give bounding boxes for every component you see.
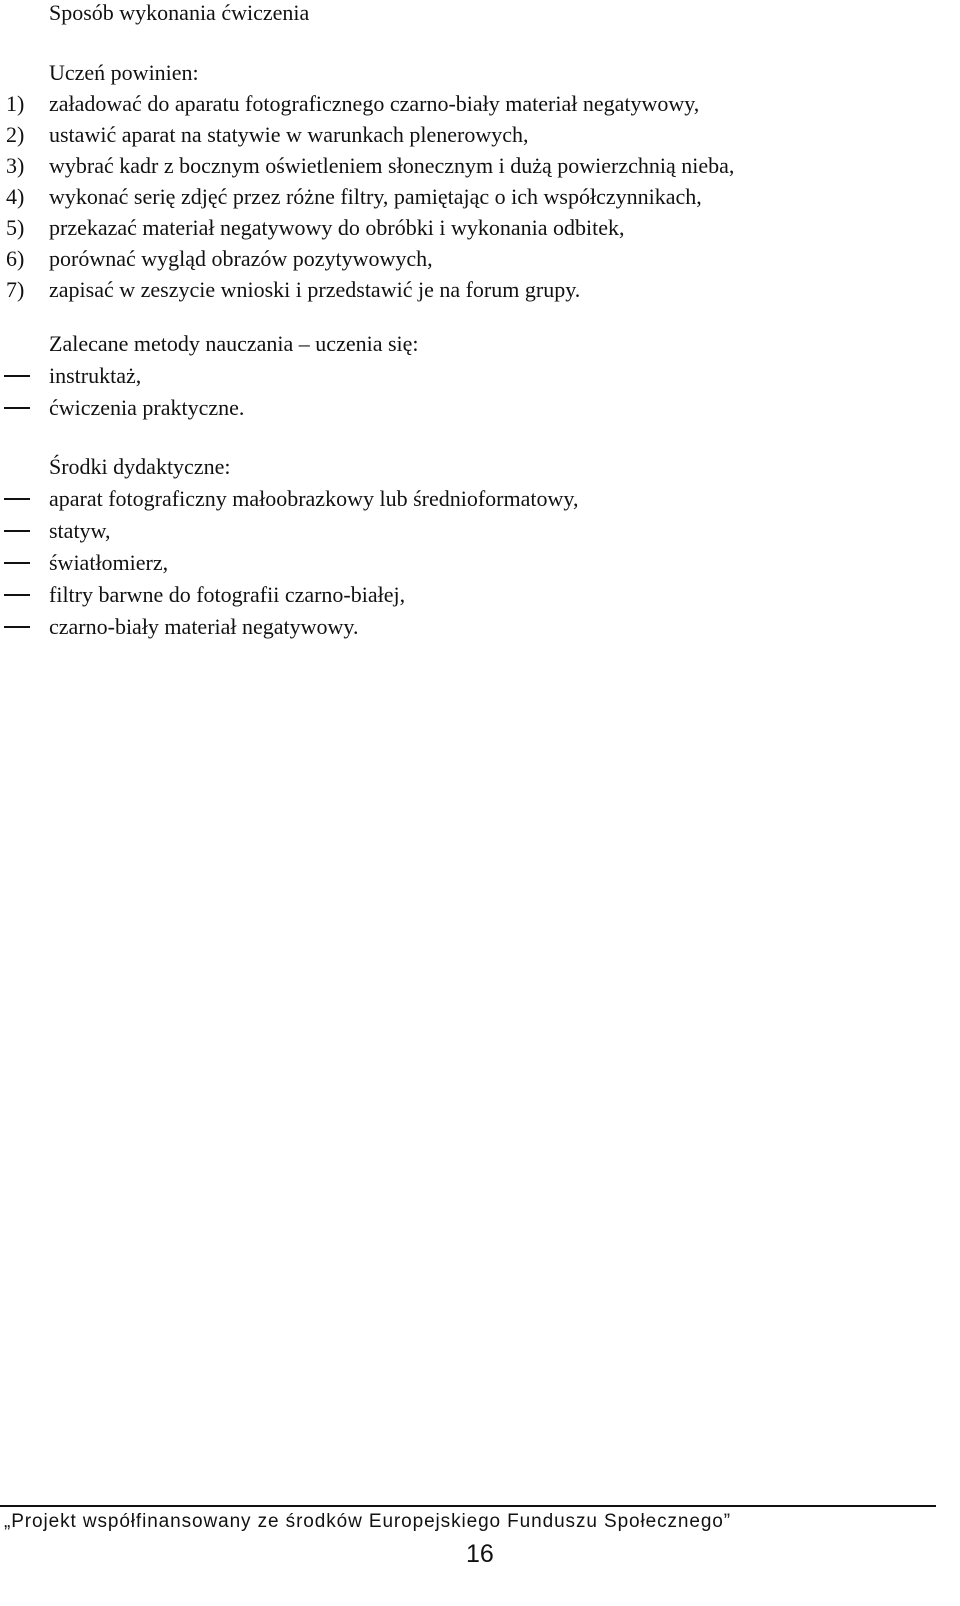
list-item xyxy=(0,274,960,305)
item-text: ustawić aparat na statywie w warunkach plenerowych, xyxy=(49,122,529,147)
list-item xyxy=(0,119,960,150)
resources-section xyxy=(0,451,960,643)
item-text: zapisać w zeszycie wnioski i przedstawić je na forum grupy. xyxy=(49,277,581,302)
footer-divider xyxy=(0,1505,936,1507)
item-text: ćwiczenia praktyczne. xyxy=(49,395,245,420)
item-text: światłomierz, xyxy=(49,550,169,575)
list-item xyxy=(0,181,960,212)
item-number: 6) xyxy=(6,246,25,271)
dash-bullet-icon xyxy=(4,594,30,596)
list-item xyxy=(0,88,960,119)
item-text: przekazać materiał negatywowy do obróbki i wykonania odbitek, xyxy=(49,215,625,240)
item-number: 4) xyxy=(6,184,25,209)
list-item xyxy=(0,360,960,392)
item-number: 5) xyxy=(6,215,25,240)
list-item xyxy=(0,515,960,547)
item-text: wykonać serię zdjęć przez różne filtry, pamiętając o ich współczynnikach, xyxy=(49,184,702,209)
heading-text: Sposób wykonania ćwiczenia xyxy=(49,0,310,25)
dash-bullet-icon xyxy=(4,626,30,628)
item-text: załadować do aparatu fotograficznego czarno-biały materiał negatywowy, xyxy=(49,91,700,116)
list-item xyxy=(0,483,960,515)
dash-bullet-icon xyxy=(4,562,30,564)
item-text: statyw, xyxy=(49,518,111,543)
item-text: filtry barwne do fotografii czarno-białej, xyxy=(49,582,406,607)
item-number: 7) xyxy=(6,277,25,302)
footer-text: „Projekt współfinansowany ze środków Europejskiego Funduszu Społecznego” xyxy=(4,1511,731,1532)
item-text: wybrać kadr z bocznym oświetleniem słonecznym i dużą powierzchnią nieba, xyxy=(49,153,735,178)
item-text: porównać wygląd obrazów pozytywowych, xyxy=(49,246,433,271)
item-text: instruktaż, xyxy=(49,363,142,388)
list-item xyxy=(0,547,960,579)
methods-title: Zalecane metody nauczania – uczenia się: xyxy=(49,331,419,356)
dash-bullet-icon xyxy=(4,498,30,500)
dash-bullet-icon xyxy=(4,530,30,532)
list-item xyxy=(0,243,960,274)
list-item xyxy=(0,392,960,424)
list-item xyxy=(0,611,960,643)
section-heading xyxy=(0,0,960,28)
item-text: czarno-biały materiał negatywowy. xyxy=(49,614,359,639)
methods-section xyxy=(0,328,960,424)
steps-intro: Uczeń powinien: xyxy=(49,60,199,85)
dash-bullet-icon xyxy=(4,407,30,409)
item-number: 2) xyxy=(6,122,25,147)
item-number: 3) xyxy=(6,153,25,178)
item-number: 1) xyxy=(6,91,25,116)
page-number: 16 xyxy=(466,1540,494,1568)
item-text: aparat fotograficzny małoobrazkowy lub średnioformatowy, xyxy=(49,486,579,511)
list-item xyxy=(0,579,960,611)
resources-title: Środki dydaktyczne: xyxy=(49,454,231,479)
dash-bullet-icon xyxy=(4,375,30,377)
list-item xyxy=(0,212,960,243)
steps-list xyxy=(0,57,960,305)
list-item xyxy=(0,150,960,181)
